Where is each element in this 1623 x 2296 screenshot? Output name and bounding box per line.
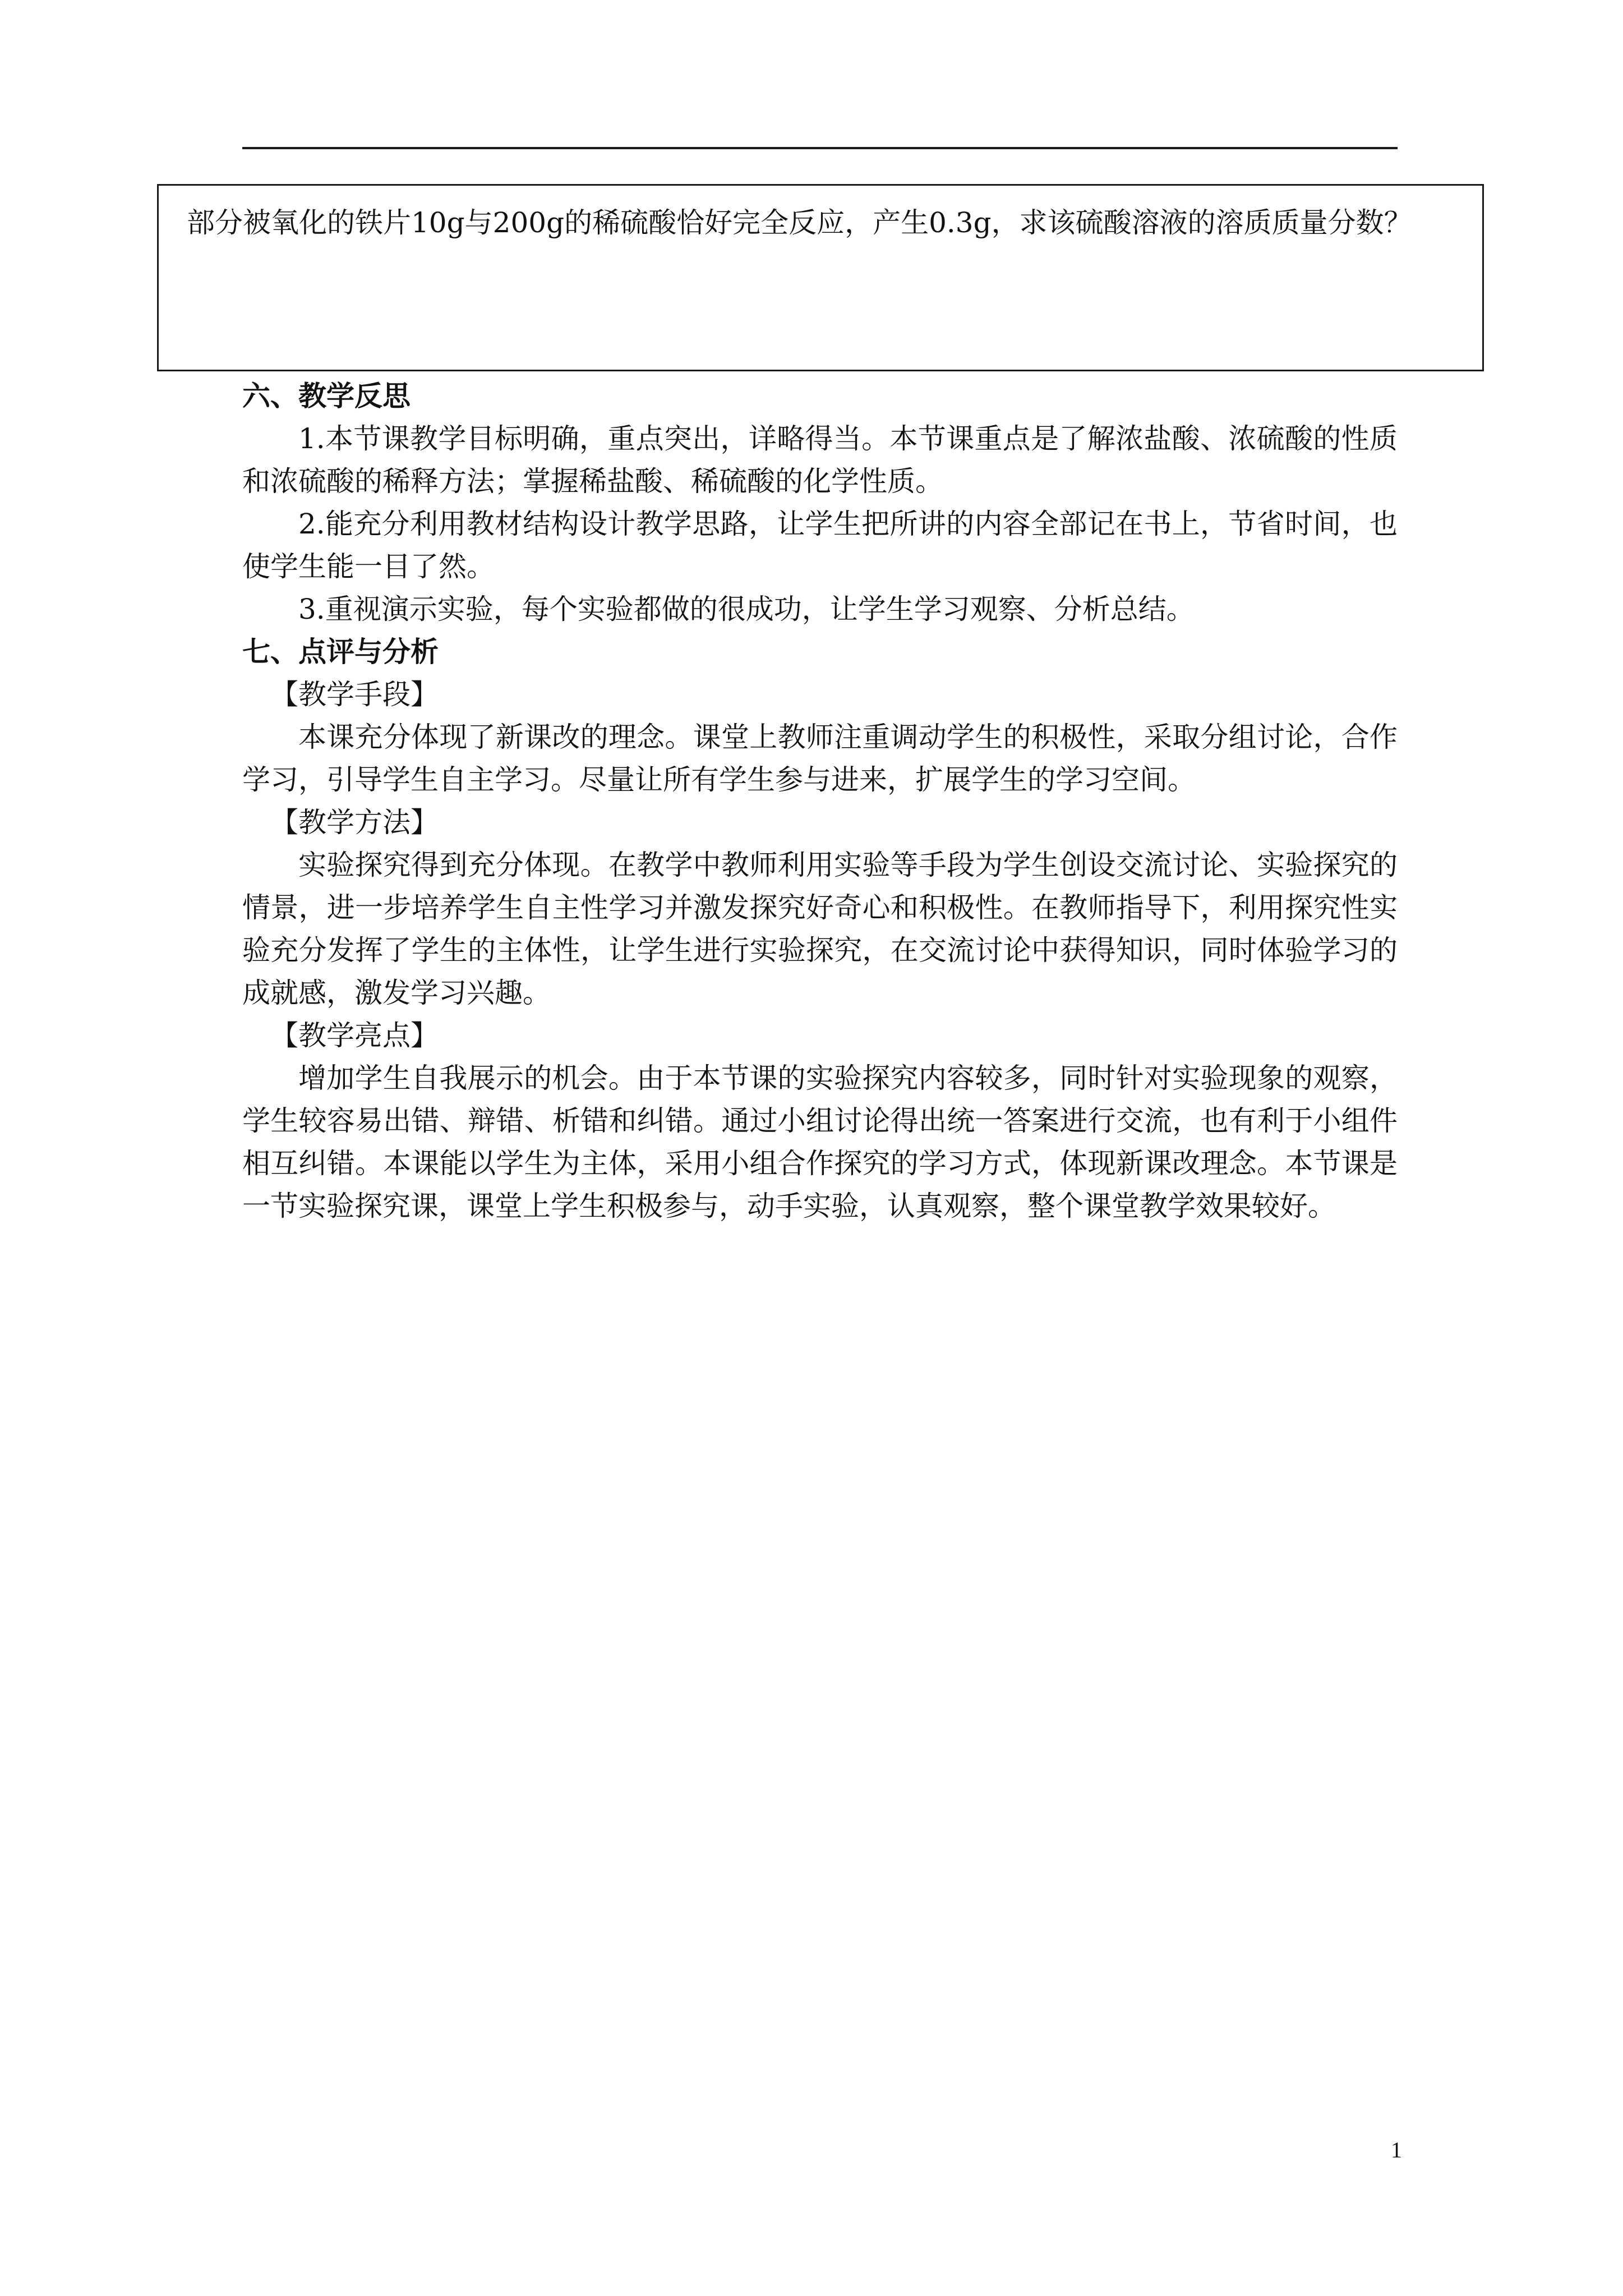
problem-text: 部分被氧化的铁片10g与200g的稀硫酸恰好完全反应，产生0.3g，求该硫酸溶液的溶质质量分数？ [187,206,1412,239]
page-number: 1 [1391,2137,1402,2162]
teaching-highlight-label: 【教学亮点】 [270,1019,439,1052]
teaching-highlight-text: 增加学生自我展示的机会。由于本节课的实验探究内容较多，同时针对实验现象的观察，学生较容易出错、辩错、析错和纠错。通过小组讨论得出统一答案进行交流，也有利于小组件相互纠错。本课能以学生为主体，采用小组合作探究的学习方式，体现新课改理念。本节课是一节实验探究课，课堂上学生积极参与，动手实验，认真观察，整个课堂教学效果较好。 [242,1062,1398,1222]
teaching-means-text: 本课充分体现了新课改的理念。课堂上教师注重调动学生的积极性，采取分组讨论，合作学习，引导学生自主学习。尽量让所有学生参与进来，扩展学生的学习空间。 [242,721,1398,796]
reflection-item: 1.本节课教学目标明确，重点突出，详略得当。本节课重点是了解浓盐酸、浓硫酸的性质和浓硫酸的稀释方法；掌握稀盐酸、稀硫酸的化学性质。 [242,422,1398,498]
teaching-method-text: 实验探究得到充分体现。在教学中教师利用实验等手段为学生创设交流讨论、实验探究的情景，进一步培养学生自主性学习并激发探究好奇心和积极性。在教师指导下，利用探究性实验充分发挥了学生的主体性，让学生进行实验探究，在交流讨论中获得知识，同时体验学习的成就感，激发学习兴趣。 [242,849,1398,1009]
review-section [242,631,1398,1227]
review-heading: 七、点评与分析 [242,635,439,668]
reflection-item: 2.能充分利用教材结构设计教学思路，让学生把所讲的内容全部记在书上，节省时间，也使学生能一目了然。 [242,508,1398,583]
teaching-method-label: 【教学方法】 [270,806,439,839]
document-body [242,375,1398,1227]
reflection-section [242,375,1398,631]
reflection-item: 3.重视演示实验，每个实验都做的很成功，让学生学习观察、分析总结。 [298,593,1195,625]
teaching-means-label: 【教学手段】 [270,678,439,711]
header-rule [242,147,1398,149]
problem-box [157,184,1484,371]
reflection-heading: 六、教学反思 [242,379,411,412]
